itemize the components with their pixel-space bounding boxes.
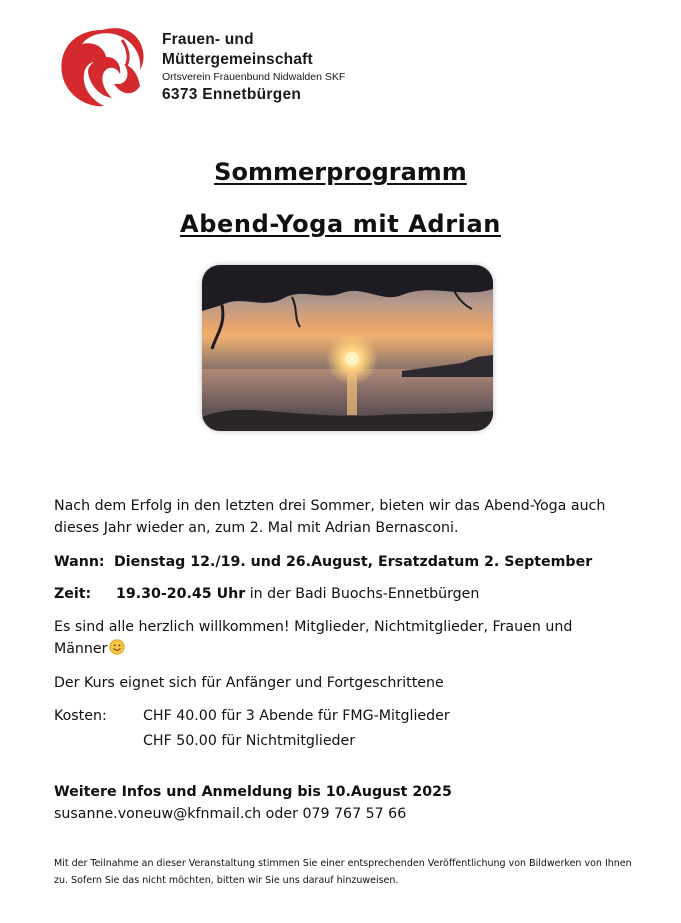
smiley-icon [109, 639, 125, 655]
course-text: Der Kurs eignet sich für Anfänger und Fortgeschrittene [54, 675, 444, 691]
time-label: Zeit: [54, 586, 92, 602]
organization-logo [52, 22, 152, 114]
organization-name [162, 30, 345, 105]
registration-info: Weitere Infos und Anmeldung bis 10.August 2025 [54, 784, 452, 800]
welcome-text: Es sind alle herzlich willkommen! Mitglieder, Nichtmitglieder, Frauen und Männer [54, 619, 573, 657]
org-subtitle: Ortsverein Frauenbund Nidwalden SKF [162, 71, 346, 83]
org-line-2: Müttergemeinschaft [162, 51, 313, 68]
date-info [54, 551, 592, 573]
time-info [54, 583, 479, 605]
cost-info [54, 705, 450, 727]
date-value: Dienstag 12./19. und 26.August, Ersatzdatum 2. September [114, 554, 593, 570]
org-line-1: Frauen- und [162, 31, 254, 48]
cost-members: CHF 40.00 für 3 Abende für FMG-Mitglieder [143, 708, 450, 724]
sunset-photo [202, 265, 493, 431]
contact-info: susanne.voneuw@kfnmail.ch oder 079 767 57 66 [54, 806, 407, 822]
date-label: Wann: [54, 554, 105, 570]
event-title: Abend-Yoga mit Adrian [180, 210, 501, 238]
cost-label: Kosten: [54, 708, 107, 724]
time-place: in der Badi Buochs-Ennetbürgen [245, 586, 480, 602]
time-value: 19.30-20.45 Uhr [116, 586, 246, 602]
intro-text: Nach dem Erfolg in den letzten drei Sommer, bieten wir das Abend-Yoga auch dieses Jahr wieder an, zum 2. Mal mit Adrian Bernasconi. [54, 498, 606, 536]
footer-notice: Mit der Teilnahme an dieser Veranstaltung stimmen Sie einer entsprechenden Veröffentlichung von Bildwerken von Ihnen zu. Sofern Sie das nicht möchten, bitten wir Sie uns darauf hinzuweisen. [54, 858, 632, 886]
org-address: 6373 Ennetbürgen [162, 86, 302, 103]
cost-nonmembers: CHF 50.00 für Nichtmitglieder [143, 733, 356, 749]
header [52, 22, 392, 114]
program-title: Sommerprogramm [214, 158, 467, 186]
